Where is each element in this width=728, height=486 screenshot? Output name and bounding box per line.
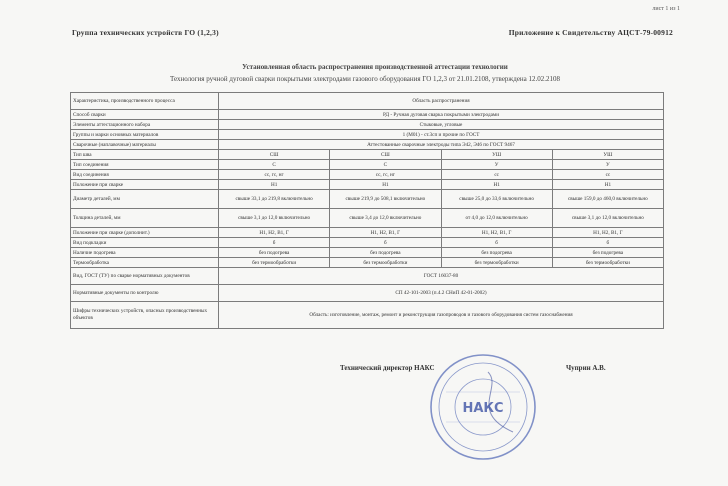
cell: Н1 [330,180,441,190]
cell: Н1, Н2, В1, Г [330,228,441,238]
cell: сс [552,170,663,180]
table-row [71,170,664,180]
row-value: Область: изготовление, монтаж, ремонт и реконструкция газопроводов и газового оборудования систем газоснабжения [219,302,664,329]
cell: б [330,238,441,248]
row-value: РД - Ручная дуговая сварка покрытыми электродами [219,110,664,120]
header-left: Группа технических устройств ГО (1,2,3) [72,28,219,37]
cell: без подогрева [219,248,330,258]
cell: без термообработки [330,258,441,268]
row-label: Нормативные документы по контролю [71,285,219,302]
document-title: Установленная область распространения производственной аттестации технологии [242,63,508,71]
page-counter: лист 1 из 1 [652,6,680,12]
row-label: Толщина деталей, мм [71,209,219,228]
row-label: Вид, ГОСТ (ТУ) по сварке нормативных документов [71,268,219,285]
table-header-row [71,93,664,110]
row-label: Термообработка [71,258,219,268]
cell: без подогрева [552,248,663,258]
table-row [71,140,664,150]
cell: б [219,238,330,248]
table-row [71,130,664,140]
cell: от 4,0 до 12,0 включительно [441,209,552,228]
table-row [71,150,664,160]
table-row [71,120,664,130]
cell: СШ [330,150,441,160]
row-label: Шифры технических устройств, опасных производственных объектов [71,302,219,329]
cell: УШ [552,150,663,160]
row-value: 1 (M01) - ст.3сп и прочие по ГОСТ [219,130,664,140]
table-row [71,248,664,258]
cell: свыше 33,1 до 219,8 включительно [219,190,330,209]
row-value: СП 42-101-2003 (п.4.2 СНиП 42-01-2002) [219,285,664,302]
table-row [71,180,664,190]
row-label: Тип шва [71,150,219,160]
cell: Н1 [441,180,552,190]
table-row [71,238,664,248]
cell: свыше 3,1 до 12,0 включительно [219,209,330,228]
row-label: Группы и марки основных материалов [71,130,219,140]
cell: Н1, Н2, В1, Г [552,228,663,238]
cell: без термообработки [441,258,552,268]
table-row [71,302,664,329]
stamp-text: НАКС [462,401,504,416]
cell: сс [441,170,552,180]
row-value: Аттестованные сварочные электроды типа Э42, Э46 по ГОСТ 9467 [219,140,664,150]
document-subtitle: Технология ручной дуговой сварки покрытыми электродами газового оборудования ГО 1,2,3 от 21.01.2108, утверждена 12.02.2108 [169,75,561,83]
cell: Н1, Н2, В1, Г [441,228,552,238]
cell: без термообработки [219,258,330,268]
table-row [71,228,664,238]
row-value: Стыковые, угловые [219,120,664,130]
row-label: Вид соединения [71,170,219,180]
table-row [71,285,664,302]
header-right: Приложение к Свидетельству АЦСТ-79-00912 [508,28,673,37]
cell: Н1, Н2, В1, Г [219,228,330,238]
table-row [71,110,664,120]
row-value: ГОСТ 16037-80 [219,268,664,285]
header-label-cell: Характеристика, производственного процесса [71,93,219,110]
cell: С [219,160,330,170]
row-label: Сварочные (наплавочные) материалы [71,140,219,150]
signature-name: Чуприн А.В. [566,364,606,372]
signature-role: Технический директор НАКС [340,364,435,372]
cell: без подогрева [441,248,552,258]
cell: У [441,160,552,170]
cell: Н1 [552,180,663,190]
cell: свыше 159,0 до 460,0 включительно [552,190,663,209]
row-label: Элементы аттестационного набора [71,120,219,130]
scope-table [70,92,664,329]
row-label: Положение при сварке (дополнит.) [71,228,219,238]
row-label: Способ сварки [71,110,219,120]
row-label: Вид подкладки [71,238,219,248]
cell: сс, гс, нг [219,170,330,180]
cell: У [552,160,663,170]
cell: без термообработки [552,258,663,268]
cell: сс, гс, нг [330,170,441,180]
cell: свыше 3,1 до 12,0 включительно [552,209,663,228]
naks-stamp-icon [428,352,538,462]
table-row [71,190,664,209]
cell: СШ [219,150,330,160]
cell: свыше 3,4 до 12,0 включительно [330,209,441,228]
header-value-cell: Область распространения [219,93,664,110]
cell: б [552,238,663,248]
table-row [71,209,664,228]
table-row [71,258,664,268]
row-label: Наличие подогрева [71,248,219,258]
cell: без подогрева [330,248,441,258]
cell: С [330,160,441,170]
row-label: Диаметр деталей, мм [71,190,219,209]
cell: свыше 25,0 до 33,6 включительно [441,190,552,209]
cell: б [441,238,552,248]
row-label: Положение при сварке [71,180,219,190]
table-row [71,160,664,170]
cell: УШ [441,150,552,160]
row-label: Тип соединения [71,160,219,170]
cell: свыше 219,9 до 508,1 включительно [330,190,441,209]
table-row [71,268,664,285]
cell: Н1 [219,180,330,190]
